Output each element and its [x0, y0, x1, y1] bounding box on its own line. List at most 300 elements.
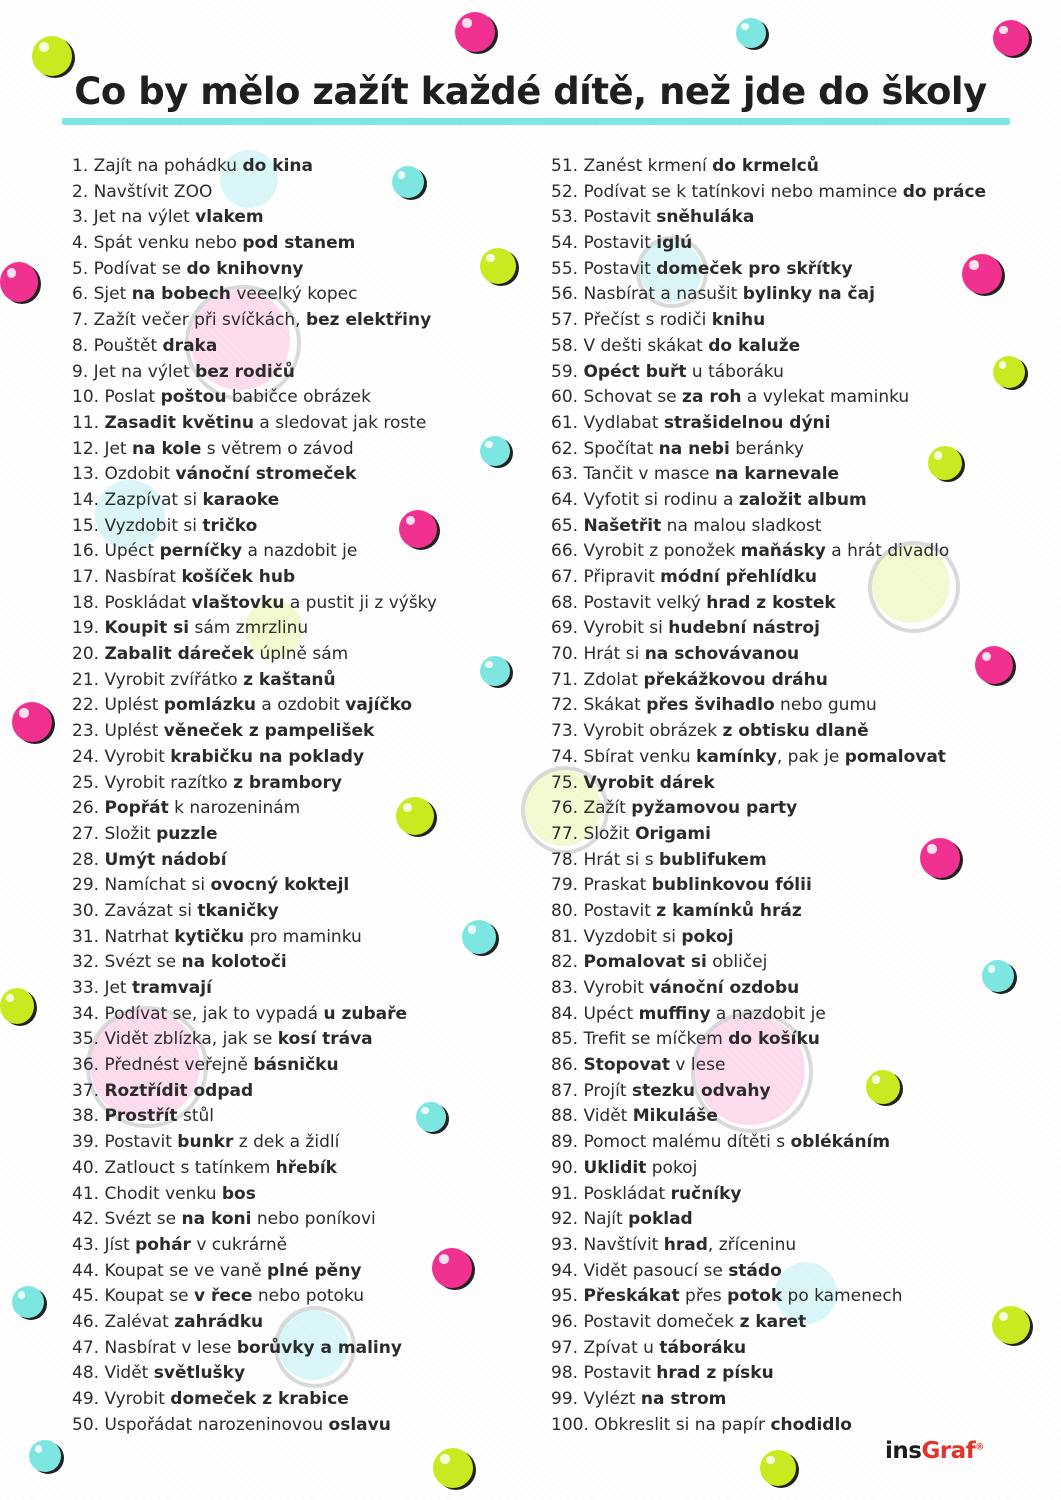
list-item [72, 668, 437, 694]
item-text: pokoj [646, 1157, 698, 1178]
list-item [72, 1259, 437, 1285]
list-item [551, 1079, 986, 1105]
list-item [72, 180, 437, 206]
item-text-bold: věneček z pampelišek [163, 721, 375, 742]
item-number: 63. [551, 464, 579, 485]
list-item [551, 1104, 986, 1130]
item-number: 78. [551, 849, 579, 870]
list-item [551, 257, 986, 283]
item-number: 94. [551, 1260, 579, 1281]
item-text-bold: pomalovat [844, 746, 946, 767]
list-item [551, 925, 986, 951]
item-text-bold: perníčky [159, 541, 243, 562]
item-number: 65. [551, 515, 579, 536]
item-number: 74. [551, 746, 579, 767]
item-number: 18. [72, 592, 100, 613]
item-text-bold: košíček hub [181, 567, 296, 587]
item-number: 52. [551, 181, 579, 202]
item-text: Zažít [583, 798, 632, 819]
item-number: 12. [72, 438, 100, 459]
item-text-bold: karaoke [202, 489, 280, 510]
item-text: Podívat se k tatínkovi nebo mamince [583, 181, 903, 202]
item-text-bold: z brambory [233, 772, 342, 793]
item-text: sám zmrzlinu [189, 618, 309, 639]
item-number: 23. [72, 721, 100, 742]
item-text: Svézt se [104, 1209, 182, 1230]
item-text: , pak je [776, 746, 845, 767]
item-text-bold: vánoční ozdobu [649, 978, 800, 998]
insgraf-logo: insGraf® [885, 1438, 984, 1464]
list-item [551, 437, 986, 463]
list-item [551, 514, 986, 540]
item-text: Vyzdobit si [104, 515, 203, 536]
item-number: 97. [551, 1337, 579, 1358]
bubble-decoration [480, 656, 510, 686]
item-text: Jet [104, 978, 132, 998]
item-number: 20. [72, 644, 100, 665]
list-item [72, 385, 437, 411]
item-text: Skákat [583, 695, 647, 716]
item-number: 82. [551, 952, 579, 973]
bubble-decoration [12, 702, 52, 742]
list-item [551, 976, 986, 1002]
item-text: Vidět [583, 1106, 633, 1127]
list-item [551, 591, 986, 617]
item-number: 5. [72, 258, 89, 279]
item-text-bold: Origami [635, 823, 711, 844]
item-text: Hrát si [583, 644, 645, 665]
item-text-bold: Prostřít [104, 1106, 178, 1127]
list-item [551, 1336, 986, 1362]
list-item [72, 1079, 437, 1105]
item-number: 31. [72, 926, 100, 947]
item-text-bold: založit album [738, 489, 867, 510]
item-number: 92. [551, 1209, 579, 1230]
list-item [72, 360, 437, 386]
item-text: po kamenech [782, 1286, 903, 1307]
item-text-bold: strašidelnou dýni [663, 412, 831, 433]
list-item [72, 591, 437, 617]
list-item [72, 154, 437, 180]
item-text-bold: Zasadit květinu [104, 412, 254, 433]
item-text-bold: hrad [663, 1234, 708, 1255]
item-text-bold: pod stanem [242, 233, 356, 254]
item-text: Natrhat [104, 926, 175, 947]
list-item [72, 899, 437, 925]
item-text-bold: domeček pro skřítky [656, 258, 853, 279]
item-text: Spát venku nebo [93, 233, 243, 254]
item-text-bold: chodidlo [770, 1414, 852, 1435]
bubble-decoration [432, 1248, 472, 1288]
list-item [551, 334, 986, 360]
item-text: Postavit [104, 1132, 178, 1153]
item-text-bold: bos [221, 1183, 256, 1204]
list-item [72, 282, 437, 308]
item-text-bold: z kaštanů [243, 669, 336, 690]
list-item [551, 1027, 986, 1053]
list-item [72, 1002, 437, 1028]
item-text-bold: vlaštovku [191, 592, 285, 613]
bubble-decoration [760, 1450, 796, 1486]
item-text: úplně sám [254, 644, 349, 665]
item-text: obličej [706, 952, 768, 973]
list-item [72, 771, 437, 797]
item-text: Koupat se ve vaně [104, 1260, 267, 1281]
list-item [551, 462, 986, 488]
item-text: beránky [729, 438, 804, 459]
item-text-bold: tkaničky [197, 900, 279, 921]
item-number: 58. [551, 335, 579, 356]
list-item [72, 796, 437, 822]
item-number: 35. [72, 1029, 100, 1050]
item-text-bold: Uklidit [583, 1157, 647, 1178]
item-number: 84. [551, 1003, 579, 1024]
item-number: 47. [72, 1337, 100, 1358]
item-text-bold: v řece [193, 1286, 253, 1307]
item-text: Zpívat u [583, 1337, 660, 1358]
item-text-bold: Koupit si [104, 618, 190, 639]
item-text-bold: do košíku [728, 1029, 820, 1050]
item-text-bold: Popřát [104, 798, 169, 819]
item-number: 8. [72, 335, 89, 356]
item-text-bold: Stopovat [583, 1055, 671, 1076]
item-number: 28. [72, 849, 100, 870]
item-text-bold: Vyrobit dárek [583, 772, 715, 793]
item-text: Obkreslit si na papír [594, 1414, 771, 1435]
item-text: nebo potoku [252, 1286, 365, 1307]
item-text: Svézt se [104, 952, 182, 973]
item-number: 53. [551, 207, 579, 228]
item-text-bold: do práce [902, 181, 987, 202]
list-item [72, 848, 437, 874]
item-text-bold: ručníky [670, 1183, 742, 1204]
list-item [551, 1361, 986, 1387]
list-item [72, 334, 437, 360]
item-text: babičce obrázek [226, 387, 371, 408]
item-number: 21. [72, 669, 100, 690]
list-item [551, 1053, 986, 1079]
item-text: Nasbírat [104, 567, 182, 587]
item-number: 55. [551, 258, 579, 279]
item-text-bold: vánoční stromeček [175, 464, 357, 485]
item-number: 69. [551, 618, 579, 639]
item-text: Zazpívat si [104, 489, 203, 510]
list-item [551, 1233, 986, 1259]
item-number: 46. [72, 1311, 100, 1332]
item-text: Nasbírat a nasušit [583, 284, 743, 305]
item-text: Postavit velký [583, 592, 707, 613]
item-text-bold: krabičku na poklady [170, 746, 365, 767]
item-text-bold: hrad z písku [656, 1363, 774, 1384]
item-number: 17. [72, 567, 100, 587]
item-text-bold: oblékáním [790, 1132, 891, 1153]
item-text: Tančit v masce [583, 464, 715, 485]
bubble-decoration [12, 1286, 44, 1318]
list-item [551, 642, 986, 668]
item-text-bold: pokoj [681, 926, 734, 947]
item-text-bold: přes švihadlo [646, 695, 775, 716]
list-item [72, 539, 437, 565]
item-number: 59. [551, 361, 579, 382]
list-item [72, 1053, 437, 1079]
item-number: 50. [72, 1414, 100, 1435]
item-text-bold: hřebík [275, 1157, 337, 1178]
item-text-bold: draka [162, 335, 218, 356]
item-number: 32. [72, 952, 100, 973]
item-text: a pustit ji z výšky [284, 592, 437, 613]
item-number: 33. [72, 978, 100, 998]
item-text: Vyrobit obrázek [583, 721, 723, 742]
bubble-decoration [0, 262, 38, 302]
bubble-decoration [993, 20, 1029, 56]
item-number: 45. [72, 1286, 100, 1307]
item-text-bold: tričko [202, 515, 258, 536]
item-number: 91. [551, 1183, 579, 1204]
item-number: 100. [551, 1414, 589, 1435]
item-text-bold: borůvky a maliny [236, 1337, 402, 1358]
item-text: v cukrárně [190, 1234, 288, 1255]
item-number: 11. [72, 412, 100, 433]
list-item [72, 488, 437, 514]
item-text: Vylézt [583, 1389, 641, 1409]
item-text: a vylekat maminku [741, 387, 910, 408]
bubble-decoration [993, 356, 1025, 388]
item-text-bold: muffiny [638, 1003, 711, 1024]
item-text: u táboráku [686, 361, 784, 382]
item-text-bold: ovocný koktejl [210, 875, 350, 896]
item-text-bold: vajíčko [345, 695, 413, 716]
bubble-decoration [480, 248, 516, 284]
item-number: 24. [72, 746, 100, 767]
list-item [551, 360, 986, 386]
item-text: Vidět zblízka, jak se [104, 1029, 278, 1050]
item-text: Sbírat venku [583, 746, 697, 767]
list-item [551, 950, 986, 976]
item-text-bold: na bobech [131, 284, 231, 305]
item-text: Projít [583, 1080, 632, 1101]
item-text: s větrem o závod [201, 438, 354, 459]
item-number: 30. [72, 900, 100, 921]
list-item [72, 1387, 437, 1413]
list-item [72, 514, 437, 540]
item-text-bold: do kina [242, 156, 313, 176]
item-text: Uplést [104, 695, 164, 716]
item-text-bold: z kamínků hráz [656, 900, 802, 921]
item-text: nebo poníkovi [251, 1209, 376, 1230]
item-number: 81. [551, 926, 579, 947]
list-item [551, 822, 986, 848]
item-text: , zříceninu [707, 1234, 797, 1255]
item-text: Poskládat [104, 592, 192, 613]
title-underline [62, 118, 1010, 125]
item-text: a ozdobit [255, 695, 346, 716]
list-item [72, 873, 437, 899]
item-text: veeelký kopec [230, 284, 358, 305]
item-text: Přečíst s rodiči [583, 310, 712, 331]
item-number: 98. [551, 1363, 579, 1384]
list-item [72, 308, 437, 334]
item-text-bold: kytičku [174, 926, 245, 947]
item-text-bold: Pomalovat si [583, 952, 707, 973]
item-text-bold: stezku odvahy [631, 1080, 771, 1101]
item-number: 34. [72, 1003, 100, 1024]
item-number: 68. [551, 592, 579, 613]
item-text: Složit [583, 823, 636, 844]
item-number: 44. [72, 1260, 100, 1281]
item-text: Jet [104, 438, 132, 459]
list-item [72, 950, 437, 976]
list-item [551, 411, 986, 437]
item-text-bold: z obtisku dlaně [722, 721, 869, 742]
list-item [551, 539, 986, 565]
item-number: 2. [72, 181, 89, 202]
page-title: Co by mělo zažít každé dítě, než jde do školy [74, 70, 987, 113]
list-item [551, 282, 986, 308]
item-number: 57. [551, 310, 579, 331]
item-number: 87. [551, 1080, 579, 1101]
list-item [72, 1156, 437, 1182]
item-number: 39. [72, 1132, 100, 1153]
item-text-bold: na koni [181, 1209, 252, 1230]
item-text: Vidět pasoucí se [583, 1260, 729, 1281]
item-text: Postavit [583, 900, 657, 921]
item-text: přes [679, 1286, 728, 1307]
item-text-bold: do krmelců [712, 156, 819, 176]
bubble-decoration [992, 1306, 1030, 1344]
item-number: 25. [72, 772, 100, 793]
item-text-bold: vlakem [195, 207, 264, 228]
item-text: Postavit [583, 233, 657, 254]
item-text: Poskládat [583, 1183, 671, 1204]
item-text: Vidět [104, 1363, 154, 1384]
item-number: 67. [551, 567, 579, 587]
item-number: 73. [551, 721, 579, 742]
item-text-bold: za roh [682, 387, 742, 408]
item-number: 83. [551, 978, 579, 998]
list-item [551, 1387, 986, 1413]
list-item [551, 1002, 986, 1028]
item-number: 61. [551, 412, 579, 433]
item-text: Nasbírat v lese [104, 1337, 237, 1358]
item-text: Postavit [583, 207, 657, 228]
item-text: Zalévat [104, 1311, 175, 1332]
item-text: Vyrobit [104, 1389, 171, 1409]
item-text: Postavit [583, 258, 657, 279]
item-text: Pouštět [93, 335, 163, 356]
activity-list-left [72, 154, 437, 1438]
item-text-bold: bez elektřiny [305, 310, 432, 331]
item-text-bold: na kolotoči [181, 952, 287, 973]
list-item [551, 1310, 986, 1336]
list-item [551, 1207, 986, 1233]
item-text-bold: plné pěny [266, 1260, 362, 1281]
item-text-bold: světlušky [153, 1363, 246, 1384]
item-text: Spočítat [583, 438, 659, 459]
item-text-bold: do kaluže [708, 335, 801, 356]
item-number: 70. [551, 644, 579, 665]
item-text: Pomoct malému dítěti s [583, 1132, 791, 1153]
item-number: 79. [551, 875, 579, 896]
item-text-bold: Našetřit [583, 515, 662, 536]
list-item [551, 385, 986, 411]
bubble-decoration [982, 960, 1014, 992]
item-number: 37. [72, 1080, 100, 1101]
item-text: Vyfotit si rodinu a [583, 489, 739, 510]
list-item [72, 565, 437, 591]
item-text-bold: poštou [160, 387, 227, 408]
item-text: nebo gumu [774, 695, 877, 716]
item-number: 75. [551, 772, 579, 793]
list-item [72, 1207, 437, 1233]
item-text-bold: stádo [728, 1260, 782, 1281]
list-item [72, 616, 437, 642]
item-text: a nazdobit je [242, 541, 358, 562]
item-number: 62. [551, 438, 579, 459]
item-text-bold: kosí tráva [277, 1029, 373, 1050]
item-text: Postavit domeček [583, 1311, 740, 1332]
list-item [72, 257, 437, 283]
item-number: 80. [551, 900, 579, 921]
item-text-bold: sněhuláka [656, 207, 755, 228]
list-item [551, 565, 986, 591]
item-text-bold: bez rodičů [195, 361, 295, 382]
item-number: 15. [72, 515, 100, 536]
item-text-bold: na strom [640, 1389, 727, 1409]
item-number: 41. [72, 1183, 100, 1204]
item-number: 54. [551, 233, 579, 254]
list-item [72, 1027, 437, 1053]
item-number: 96. [551, 1311, 579, 1332]
item-text: k narozeninám [168, 798, 301, 819]
list-item [72, 437, 437, 463]
list-item [72, 1336, 437, 1362]
item-text-bold: hrad z kostek [706, 592, 836, 613]
item-number: 90. [551, 1157, 579, 1178]
item-text-bold: na kole [132, 438, 202, 459]
item-text: Uspořádat narozeninovou [104, 1414, 329, 1435]
item-text: Ozdobit [104, 464, 176, 485]
item-number: 1. [72, 156, 89, 176]
item-text: Navštívit ZOO [93, 181, 213, 202]
item-number: 16. [72, 541, 100, 562]
item-text: Vyrobit zvířátko [104, 669, 244, 690]
item-text: pro maminku [244, 926, 362, 947]
list-item [551, 719, 986, 745]
list-item [72, 462, 437, 488]
bubble-decoration [455, 12, 495, 52]
item-text: stůl [177, 1106, 214, 1127]
item-text-bold: pomlázku [163, 695, 256, 716]
item-text: Navštívit [583, 1234, 664, 1255]
item-number: 49. [72, 1389, 100, 1409]
list-item [72, 1104, 437, 1130]
item-text: Poslat [104, 387, 161, 408]
item-number: 64. [551, 489, 579, 510]
item-number: 71. [551, 669, 579, 690]
item-text: Najít [583, 1209, 629, 1230]
item-text: Trefit se míčkem [583, 1029, 729, 1050]
list-item [551, 1284, 986, 1310]
item-text: Upéct [104, 541, 160, 562]
list-item [551, 180, 986, 206]
item-text: Jet na výlet [93, 207, 196, 228]
list-item [551, 1182, 986, 1208]
item-text-bold: na karnevale [714, 464, 840, 485]
item-text: Vyrobit si [583, 618, 669, 639]
item-text: Sjet [93, 284, 132, 305]
item-text: Praskat [583, 875, 652, 896]
item-text: a sledovat jak roste [253, 412, 427, 433]
